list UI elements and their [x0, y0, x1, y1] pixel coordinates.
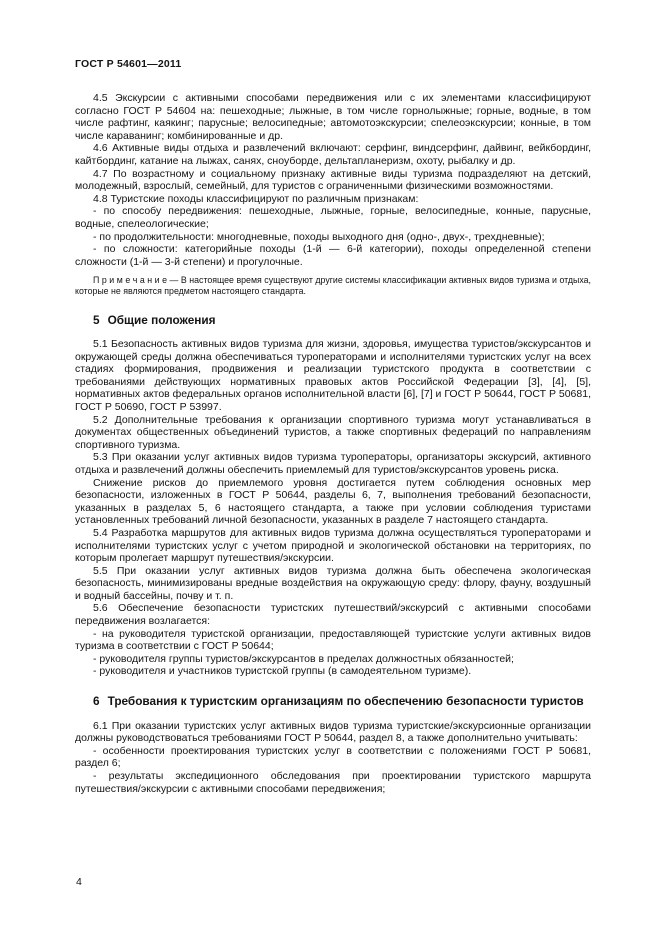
paragraph: 4.8 Туристские походы классифицируют по различным признакам:: [93, 192, 419, 205]
note: П р и м е ч а н и е — В настоящее время существуют другие системы классификации активных видов туризма и отдыха, которые не являются предметом настоящего стандарта.: [75, 275, 591, 296]
paragraph: 4.6 Активные виды отдыха и развлечений включают: серфинг, виндсерфинг, дайвинг, вейкбординг, кайтбординг, катание на лыжах, санях, сноуборде, дельтапланеризм, охоту, рыбалку и др.: [75, 142, 591, 167]
section-number: 5: [93, 312, 100, 327]
list-item: - по продолжительности: многодневные, походы выходного дня (одно-, двух-, трехдневные);: [93, 230, 545, 243]
paragraph: 5.4 Разработка маршрутов для активных видов туризма должна осуществляться туроператорами и исполнителями туристских услуг с учетом природной и экологической обстановки на территориях, по которым пролегает маршрут путешествия/экскурсии.: [75, 526, 591, 565]
list-item: - руководителя и участников туристской группы (в самодеятельном туризме).: [93, 665, 472, 678]
section-heading: 5 Общие положения: [93, 312, 216, 327]
paragraph: Снижение рисков до приемлемого уровня достигается путем соблюдения основных мер безопасности, изложенных в ГОСТ Р 50644, разделы 6, 7, выполнения требований безопасности, указанных в разделах 5, 6 настоящего стандарта, а также при условии соблюдения туристами установленных требований личной безопасности, указанных в разделе 7 настоящего стандарта.: [75, 476, 591, 527]
paragraph: 6.1 При оказании туристских услуг активных видов туризма туристские/экскурсионные организации должны руководствоваться требованиями ГОСТ Р 50644, раздел 8, а также дополнительно учитывать:: [75, 719, 591, 745]
list-item: - руководителя группы туристов/экскурсантов в пределах должностных обязанностей;: [93, 652, 514, 665]
paragraph: 5.2 Дополнительные требования к организации спортивного туризма могут устанавливаться в документах общественных объединений туристов, а также спортивных федераций по направлениям спортивного туризма.: [75, 413, 591, 451]
paragraph: 4.7 По возрастному и социальному признаку активные виды туризма подразделяют на детский, молодежный, взрослый, семейный, для туристов с ограниченными физическими возможностями.: [75, 167, 591, 193]
document-header-title: ГОСТ Р 54601—2011: [75, 58, 182, 70]
section-number: 6: [93, 694, 100, 709]
list-item: - результаты экспедиционного обследования при проектировании туристского маршрута путешествия/экскурсии с активными способами передвижения;: [75, 769, 591, 795]
page-number: 4: [76, 876, 82, 888]
paragraph: 5.6 Обеспечение безопасности туристских путешествий/экскурсий с активными способами передвижения возлагается:: [75, 602, 591, 628]
paragraph: 5.3 При оказании услуг активных видов туризма туроператоры, организаторы экскурсий, активного отдыха и развлечений должны обеспечить приемлемый для туристов/экскурсантов уровень риска.: [75, 451, 591, 476]
list-item: - особенности проектирования туристских услуг в соответствии с положениями ГОСТ Р 50681, раздел 6;: [75, 744, 591, 770]
paragraph: 5.5 При оказании услуг активных видов туризма должна быть обеспечена экологическая безопасность, минимизированы вредные воздействия на окружающую среду: флору, фауну, воздушный и водный бассейны, почву и т. п.: [75, 564, 591, 602]
list-item: - на руководителя туристской организации, предоставляющей туристские услуги активных видов туризма в соответствии с ГОСТ Р 50644;: [75, 627, 591, 653]
list-item: - по способу передвижения: пешеходные, лыжные, горные, велосипедные, конные, парусные, водные, спелеологические;: [75, 205, 591, 230]
paragraph: 5.1 Безопасность активных видов туризма для жизни, здоровья, имущества туристов/экскурсантов и окружающей среды должна обеспечиваться туроператорами и исполнителями туристских услуг на всех стадиях формирования, продвижения и реализации туристского продукта в соответствии с требованиями действующих нормативных правовых актов Российской Федерации [3], [4], [5], нормативных актов федеральных органов исполнительной власти [6], [7] и ГОСТ Р 50644, ГОСТ Р 50681, ГОСТ Р 50690, ГОСТ Р 53997.: [75, 338, 591, 413]
section-heading: 6 Требования к туристским организациям по обеспечению безопасности туристов: [93, 694, 584, 709]
document-content: [75, 92, 591, 795]
paragraph: 4.5 Экскурсии с активными способами передвижения или с их элементами классифицируют согласно ГОСТ Р 54604 на: пешеходные; лыжные, в том числе горнолыжные; горные, водные, в том числе рафтинг, каякинг; парусные; велосипедные; автомотоэкскурсии; спелеоэкскурсии; конные, в том числе караванинг; комбинированные и др.: [75, 92, 591, 142]
list-item: - по сложности: категорийные походы (1-й — 6-й категории), походы определенной степени сложности (1-й — 3-й степени) и прогулочные.: [75, 243, 591, 268]
